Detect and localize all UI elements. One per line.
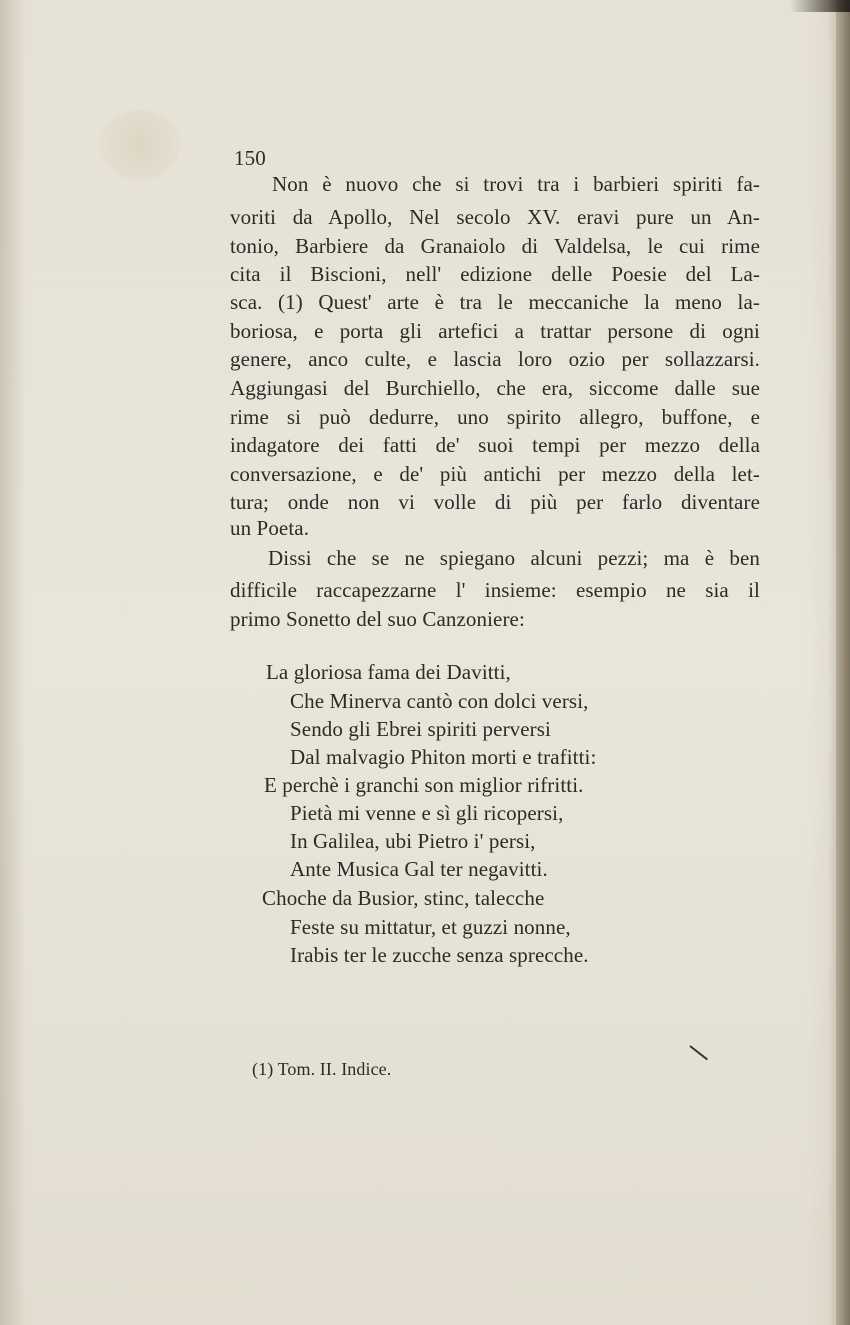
- page-number: 150: [234, 146, 266, 170]
- sonnet-verse: Choche da Busior, stinc, talecche: [262, 886, 545, 910]
- sonnet-verse: Dal malvagio Phiton morti e trafitti:: [290, 745, 597, 769]
- page-edge-shadow: [836, 0, 850, 1325]
- paragraph-line: genere, anco culte, e lascia loro ozio per sollazzarsi.: [230, 347, 760, 371]
- paragraph-line: tura; onde non vi volle di più per farlo diventare: [230, 490, 760, 514]
- paper-stain: [100, 110, 180, 180]
- sonnet-verse: Feste su mittatur, et guzzi nonne,: [290, 915, 571, 939]
- paragraph-line: Non è nuovo che si trovi tra i barbieri spiriti fa-: [272, 172, 760, 196]
- footnote: (1) Tom. II. Indice.: [252, 1059, 392, 1079]
- sonnet-verse: Ante Musica Gal ter negavitti.: [290, 857, 548, 881]
- sonnet-verse: Che Minerva cantò con dolci versi,: [290, 689, 589, 713]
- paragraph-line: indagatore dei fatti de' suoi tempi per mezzo della: [230, 433, 760, 457]
- sonnet-verse: E perchè i granchi son miglior rifritti.: [264, 773, 584, 797]
- paragraph-line: difficile raccapezzarne l' insieme: esempio ne sia il: [230, 578, 760, 602]
- paragraph-line: sca. (1) Quest' arte è tra le meccaniche la meno la-: [230, 290, 760, 314]
- page-corner-shadow: [790, 0, 850, 12]
- sonnet-verse: La gloriosa fama dei Davitti,: [266, 660, 511, 684]
- paragraph-line: tonio, Barbiere da Granaiolo di Valdelsa, le cui rime: [230, 234, 760, 258]
- paragraph-line: voriti da Apollo, Nel secolo XV. eravi pure un An-: [230, 205, 760, 229]
- paragraph-line: un Poeta.: [230, 516, 310, 540]
- paragraph-line: Dissi che se ne spiegano alcuni pezzi; ma è ben: [268, 546, 760, 570]
- ink-mark: [689, 1045, 708, 1060]
- sonnet-verse: Pietà mi venne e sì gli ricopersi,: [290, 801, 564, 825]
- sonnet-verse: Sendo gli Ebrei spiriti perversi: [290, 717, 551, 741]
- paragraph-line: boriosa, e porta gli artefici a trattar persone di ogni: [230, 319, 760, 343]
- paragraph-line: Aggiungasi del Burchiello, che era, siccome dalle sue: [230, 376, 760, 400]
- paragraph-line: primo Sonetto del suo Canzoniere:: [230, 607, 525, 631]
- paragraph-line: conversazione, e de' più antichi per mezzo della let-: [230, 462, 760, 486]
- sonnet-verse: Irabis ter le zucche senza sprecche.: [290, 943, 589, 967]
- sonnet-verse: In Galilea, ubi Pietro i' persi,: [290, 829, 536, 853]
- paragraph-line: rime si può dedurre, uno spirito allegro, buffone, e: [230, 405, 760, 429]
- paragraph-line: cita il Biscioni, nell' edizione delle Poesie del La-: [230, 262, 760, 286]
